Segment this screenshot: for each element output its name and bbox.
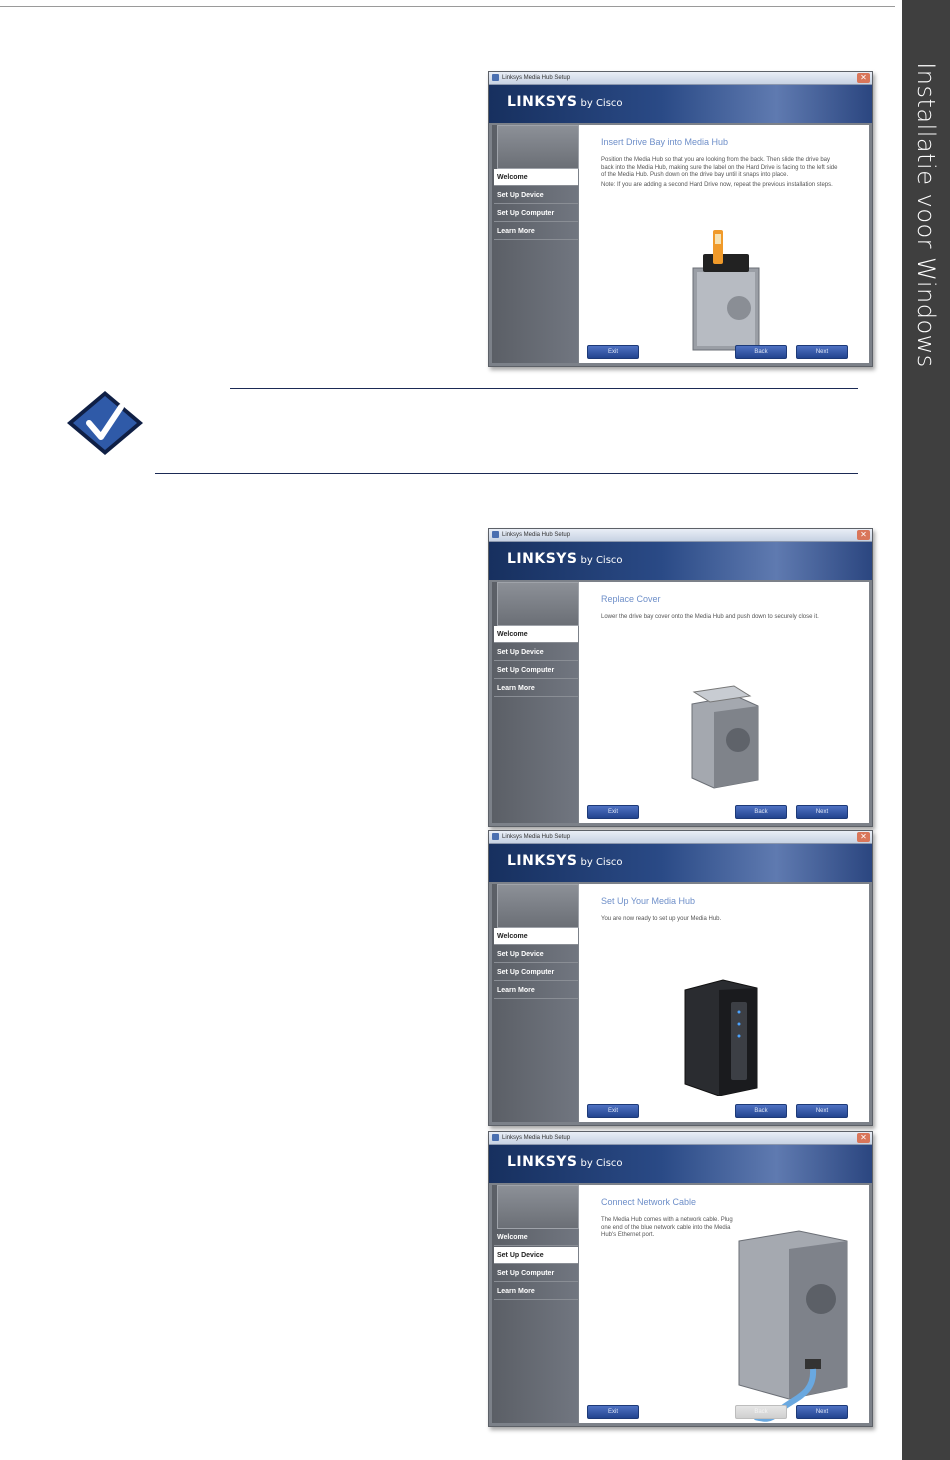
nav-item-set-up-computer[interactable]: Set Up Computer	[494, 205, 578, 222]
section-side-tab-label: Installatie voor Windows	[912, 62, 940, 368]
section-side-tab	[902, 0, 950, 1460]
next-button[interactable]: Next	[796, 345, 848, 359]
window-title: Linksys Media Hub Setup	[502, 532, 571, 538]
nav-logo-box	[497, 582, 579, 626]
back-button[interactable]: Back	[735, 345, 787, 359]
next-button[interactable]: Next	[796, 805, 848, 819]
nav-item-welcome[interactable]: Welcome	[494, 169, 578, 186]
nav-logo-box	[497, 1185, 579, 1229]
installer-window-replace-cover	[488, 528, 873, 827]
brand-banner	[489, 85, 872, 123]
nav-item-set-up-device[interactable]: Set Up Device	[494, 1247, 578, 1264]
step-instructions-text: Position the Media Hub so that you are looking from the back. Then slide the drive bay back into the Media Hub, making sure the label on the Hard Drive is facing to the left side of the Media Hub. Push down on the drive bay until it snaps into place.	[601, 157, 838, 178]
brand-logo: LINKSYS by Cisco	[507, 1154, 623, 1170]
nav-logo-box	[497, 125, 579, 169]
close-icon[interactable]: ✕	[857, 832, 870, 842]
step-heading: Insert Drive Bay into Media Hub	[601, 137, 729, 147]
exit-button[interactable]: Exit	[587, 805, 639, 819]
nav-item-set-up-device[interactable]: Set Up Device	[494, 187, 578, 204]
back-button[interactable]: Back	[735, 805, 787, 819]
top-divider	[0, 6, 895, 7]
app-icon	[492, 1134, 499, 1141]
setup-nav-panel	[492, 884, 578, 1122]
exit-button[interactable]: Exit	[587, 1405, 639, 1419]
nav-logo-box	[497, 884, 579, 928]
setup-nav-panel	[492, 582, 578, 823]
nav-item-welcome[interactable]: Welcome	[494, 1229, 578, 1246]
nav-item-welcome[interactable]: Welcome	[494, 626, 578, 643]
exit-button[interactable]: Exit	[587, 345, 639, 359]
nav-item-welcome[interactable]: Welcome	[494, 928, 578, 945]
media-hub-front-illustration	[679, 972, 769, 1096]
nav-item-learn-more[interactable]: Learn More	[494, 680, 578, 697]
window-titlebar	[489, 1132, 872, 1145]
media-hub-closed-illustration	[684, 682, 774, 792]
note-bottom-rule	[155, 473, 858, 474]
nav-item-set-up-device[interactable]: Set Up Device	[494, 644, 578, 661]
window-titlebar	[489, 72, 872, 85]
setup-nav-panel	[492, 125, 578, 363]
step-instructions: The Media Hub comes with a network cable. Plug one end of the blue network cable into the Media Hub's Ethernet port.	[601, 1217, 733, 1238]
step-instructions	[601, 157, 841, 189]
note-top-rule	[230, 388, 858, 389]
brand-logo: LINKSYS by Cisco	[507, 94, 623, 110]
window-title: Linksys Media Hub Setup	[502, 1135, 571, 1141]
brand-banner	[489, 1145, 872, 1183]
step-heading: Set Up Your Media Hub	[601, 896, 696, 906]
window-titlebar	[489, 831, 872, 844]
step-instructions: Lower the drive bay cover onto the Media Hub and push down to securely close it.	[601, 614, 819, 620]
back-button[interactable]: Back	[735, 1405, 787, 1419]
nav-item-set-up-computer[interactable]: Set Up Computer	[494, 662, 578, 679]
nav-item-set-up-computer[interactable]: Set Up Computer	[494, 964, 578, 981]
installer-window-connect-network-cable	[488, 1131, 873, 1427]
app-icon	[492, 531, 499, 538]
step-note-text: Note: If you are adding a second Hard Drive now, repeat the previous installation steps.	[601, 181, 833, 188]
step-heading: Connect Network Cable	[601, 1197, 697, 1207]
nav-item-set-up-device[interactable]: Set Up Device	[494, 946, 578, 963]
media-hub-ethernet-illustration	[729, 1227, 859, 1427]
app-icon	[492, 833, 499, 840]
window-title: Linksys Media Hub Setup	[502, 834, 571, 840]
setup-content	[579, 125, 869, 363]
brand-logo: LINKSYS by Cisco	[507, 853, 623, 869]
nav-item-learn-more[interactable]: Learn More	[494, 223, 578, 240]
nav-item-set-up-computer[interactable]: Set Up Computer	[494, 1265, 578, 1282]
brand-banner	[489, 542, 872, 580]
brand-banner	[489, 844, 872, 882]
window-title: Linksys Media Hub Setup	[502, 75, 571, 81]
setup-nav-panel	[492, 1185, 578, 1423]
close-icon[interactable]: ✕	[857, 530, 870, 540]
step-heading: Replace Cover	[601, 594, 661, 604]
next-button[interactable]: Next	[796, 1405, 848, 1419]
checkmark-icon	[65, 389, 145, 457]
step-instructions: You are now ready to set up your Media Hub.	[601, 916, 722, 922]
next-button[interactable]: Next	[796, 1104, 848, 1118]
exit-button[interactable]: Exit	[587, 1104, 639, 1118]
installer-window-insert-drive-bay	[488, 71, 873, 367]
close-icon[interactable]: ✕	[857, 1133, 870, 1143]
close-icon[interactable]: ✕	[857, 73, 870, 83]
setup-content	[579, 884, 869, 1122]
window-titlebar	[489, 529, 872, 542]
brand-logo: LINKSYS by Cisco	[507, 551, 623, 567]
nav-item-learn-more[interactable]: Learn More	[494, 1283, 578, 1300]
app-icon	[492, 74, 499, 81]
setup-content	[579, 1185, 869, 1423]
media-hub-drive-bay-illustration	[679, 220, 799, 360]
installer-window-set-up-media-hub	[488, 830, 873, 1126]
back-button[interactable]: Back	[735, 1104, 787, 1118]
nav-item-learn-more[interactable]: Learn More	[494, 982, 578, 999]
setup-content	[579, 582, 869, 823]
